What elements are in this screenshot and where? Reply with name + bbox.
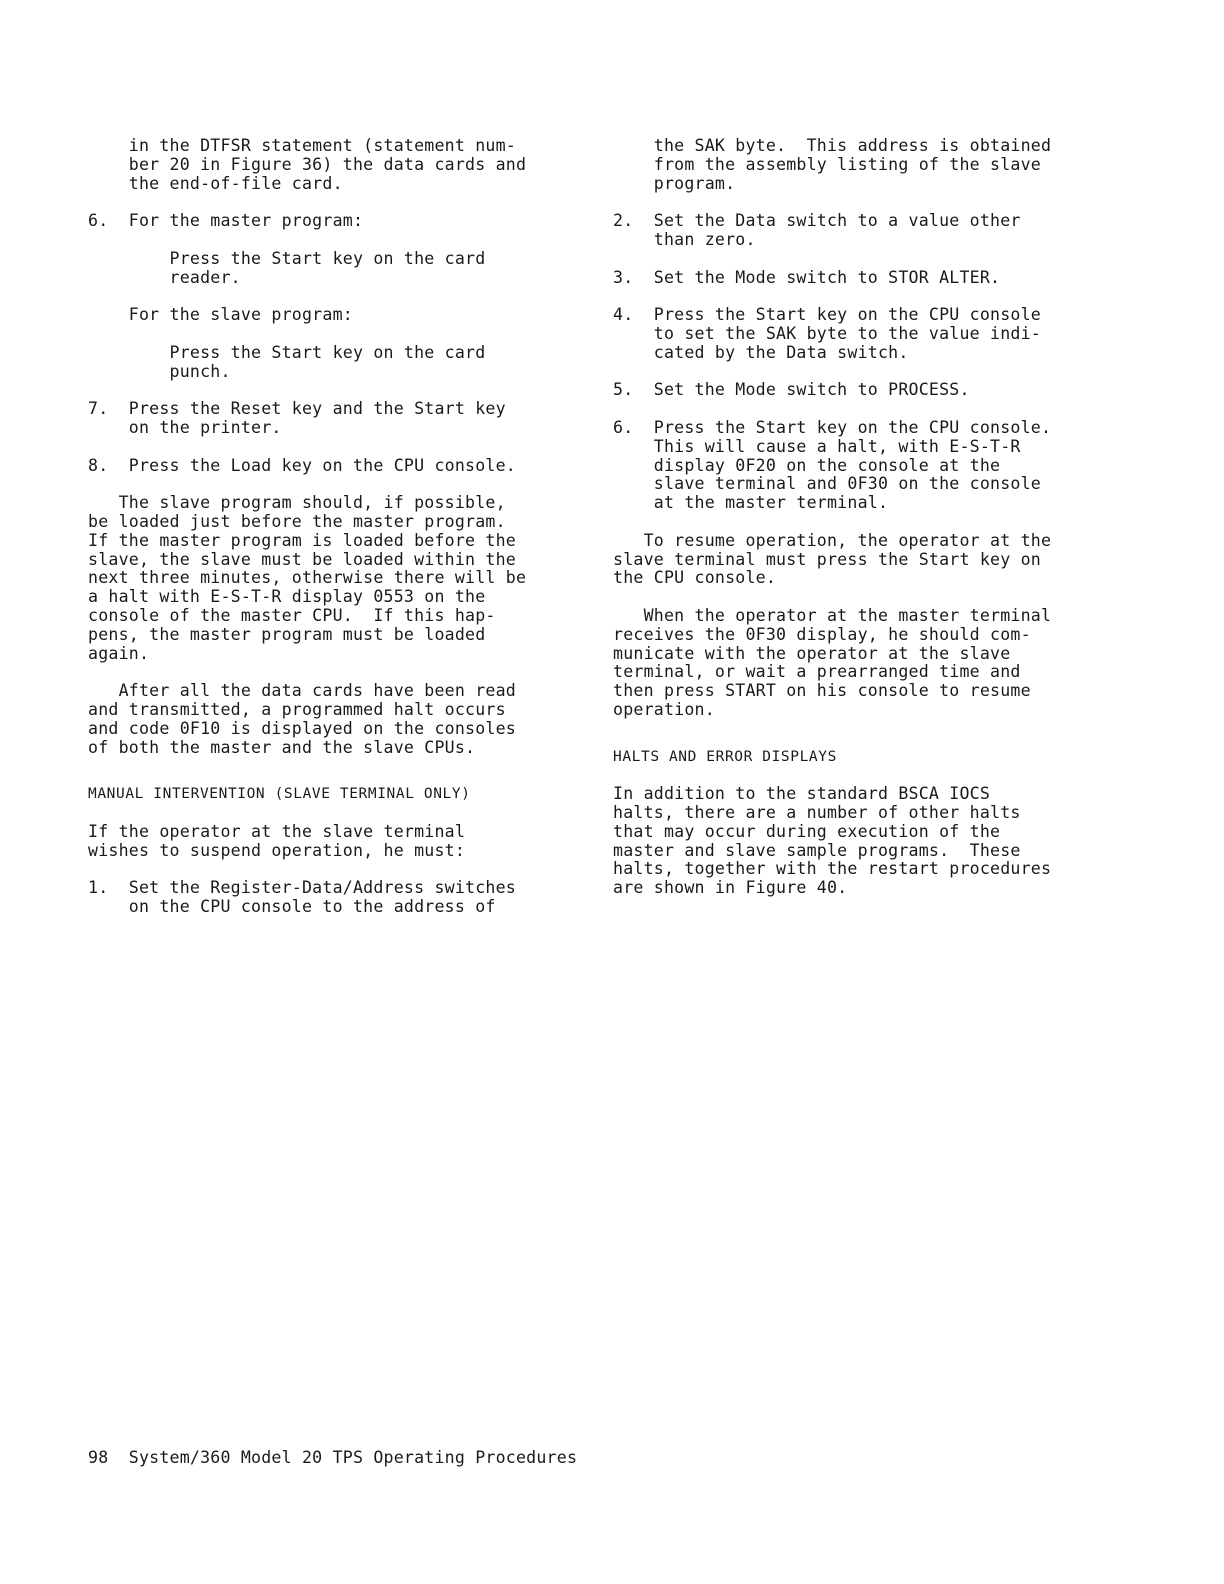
left-column [88,137,588,936]
text-line: to set the SAK byte to the value indi- [613,323,1041,343]
paragraph-resume [613,532,1113,588]
text-line: 3. Set the Mode switch to STOR ALTER. [613,267,1001,287]
text-line: pens, the master program must be loaded [88,624,486,644]
text-line: 2. Set the Data switch to a value other [613,211,1021,231]
text-line: the end-of-file card. [88,173,343,193]
text-line: again. [88,643,150,663]
text-line: at the master terminal. [613,493,889,513]
text-line: a halt with E-S-T-R display 0553 on the [88,587,486,607]
text-line: master and slave sample programs. These [613,840,1021,860]
text-line: operation. [613,699,715,719]
text-line: Press the Start key on the card [88,342,486,362]
manual-step3 [613,269,1113,288]
text-line: that may occur during execution of the [613,821,1001,841]
text-line: punch. [88,361,231,381]
text-line: on the printer. [88,417,282,437]
manual-step4 [613,306,1113,362]
text-line: than zero. [613,229,756,249]
text-line: This will cause a halt, with E-S-T-R [613,436,1021,456]
paragraph-master-terminal [613,607,1113,720]
text-line: 6. Press the Start key on the CPU console. [613,417,1052,437]
text-line: For the slave program: [88,305,353,325]
paragraph-programmed-halt [88,682,588,757]
text-line: terminal, or wait a prearranged time and [613,662,1021,682]
text-line: next three minutes, otherwise there will be [88,568,527,588]
step6-slave-intro [88,306,588,325]
text-line: program. [613,173,736,193]
text-line: wishes to suspend operation, he must: [88,840,466,860]
paragraph-suspend [88,823,588,861]
text-line: 8. Press the Load key on the CPU console. [88,455,516,475]
text-line: from the assembly listing of the slave [613,154,1041,174]
step5-continuation [88,137,588,193]
step6-master [88,250,588,288]
text-line: slave terminal must press the Start key on [613,549,1041,569]
manual-step1-continuation [613,137,1113,193]
text-line: 1. Set the Register-Data/Address switches [88,878,516,898]
text-line: halts, there are a number of other halts [613,803,1021,823]
step7 [88,400,588,438]
text-line: then press START on his console to resume [613,681,1031,701]
text-line: If the master program is loaded before the [88,530,516,550]
paragraph-slave-loading [88,494,588,663]
heading-manual-intervention: MANUAL INTERVENTION (SLAVE TERMINAL ONLY) [88,786,471,803]
text-line: 7. Press the Reset key and the Start key [88,399,506,419]
paragraph-halts [613,785,1113,898]
right-column [613,137,1113,917]
text-line: reader. [88,267,241,287]
text-line: 4. Press the Start key on the CPU console [613,305,1041,325]
text-line: municate with the operator at the slave [613,643,1011,663]
text-line: receives the 0F30 display, he should com- [613,624,1031,644]
text-line: To resume operation, the operator at the [613,530,1052,550]
text-line: and code 0F10 is displayed on the consoles [88,718,516,738]
text-line: be loaded just before the master program. [88,511,506,531]
text-line: console of the master CPU. If this hap- [88,605,496,625]
text-line: cated by the Data switch. [613,342,909,362]
manual-step6 [613,419,1113,513]
text-line: are shown in Figure 40. [613,878,848,898]
text-line: 6. For the master program: [88,211,364,231]
text-line: Press the Start key on the card [88,248,486,268]
text-line: halts, together with the restart procedures [613,859,1052,879]
text-line: 5. Set the Mode switch to PROCESS. [613,380,970,400]
text-line: on the CPU console to the address of [88,897,496,917]
text-line: The slave program should, if possible, [88,493,506,513]
manual-step5 [613,381,1113,400]
text-line: display 0F20 on the console at the [613,455,1001,475]
text-line: In addition to the standard BSCA IOCS [613,784,991,804]
text-line: the CPU console. [613,568,777,588]
step6-slave [88,344,588,382]
text-line: slave terminal and 0F30 on the console [613,474,1041,494]
text-line: and transmitted, a programmed halt occurs [88,699,506,719]
text-line: After all the data cards have been read [88,681,516,701]
text-line: slave, the slave must be loaded within the [88,549,516,569]
manual-step2 [613,212,1113,250]
text-line: If the operator at the slave terminal [88,821,466,841]
text-line: ber 20 in Figure 36) the data cards and [88,154,527,174]
step6 [88,212,588,231]
text-line: in the DTFSR statement (statement num- [88,136,516,155]
text-line: When the operator at the master terminal [613,605,1052,625]
page-footer: 98 System/360 Model 20 TPS Operating Procedures [88,1448,578,1467]
text-line: the SAK byte. This address is obtained [613,136,1052,155]
step8 [88,457,588,476]
text-line: of both the master and the slave CPUs. [88,737,476,757]
heading-halts-and-errors: HALTS AND ERROR DISPLAYS [613,748,837,765]
manual-step1 [88,879,588,917]
